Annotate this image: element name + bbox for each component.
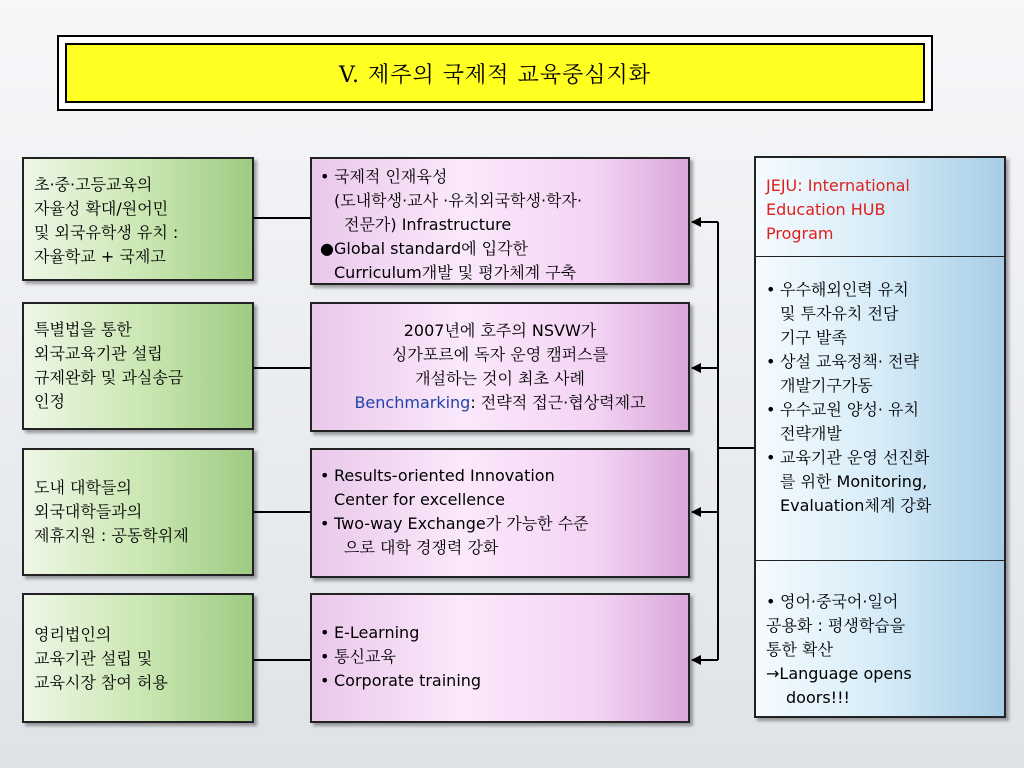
- middle-box-4-item: 통신교육: [334, 647, 396, 666]
- section2-text: 상설 교육정책· 전략: [780, 352, 919, 371]
- left-box-1-line: 초·중·고등교육의: [34, 175, 153, 194]
- bullet: •: [766, 448, 776, 467]
- middle-box-2-text: 싱가포르에 독자 운영 캠퍼스를: [391, 345, 609, 364]
- section2-text: 전략개발: [780, 424, 842, 443]
- header-line: Program: [766, 224, 834, 243]
- middle-box-2-text: : 전략적 접근·협상력제고: [470, 393, 646, 412]
- section2-text: 기구 발족: [780, 328, 847, 347]
- panel-divider: [756, 560, 1004, 561]
- arrow-right-icon: →: [766, 664, 780, 683]
- left-box-1-line: 자율성 확대/원어민: [34, 199, 169, 218]
- middle-box-1: [310, 157, 690, 285]
- left-box-3: [22, 448, 254, 576]
- left-box-1-line: 및 외국유학생 유치 :: [34, 223, 179, 242]
- bullet: •: [320, 167, 330, 186]
- left-box-2: [22, 302, 254, 430]
- middle-box-3-text: 으로 대학 경쟁력 강화: [344, 538, 499, 557]
- middle-box-2-text: 2007년에 호주의 NSVW가: [403, 321, 597, 340]
- left-box-3-line: 제휴지원 : 공동학위제: [34, 526, 189, 545]
- section3-text: 영어·중국어·일어: [780, 592, 899, 611]
- middle-box-3: [310, 448, 690, 578]
- middle-box-1-text: 국제적 인재육성: [334, 167, 448, 186]
- section2-text: 를 위한 Monitoring,: [780, 472, 928, 491]
- left-box-2-line: 규제완화 및 과실송금: [34, 368, 184, 387]
- left-box-2-line: 특별법을 통한: [34, 320, 132, 339]
- right-panel-section-2: [756, 274, 1004, 522]
- bullet: •: [766, 280, 776, 299]
- middle-box-3-text: Results-oriented Innovation: [334, 466, 555, 485]
- left-box-1-line: 자율학교 + 국제고: [34, 247, 166, 266]
- middle-box-4-item: Corporate training: [334, 671, 482, 690]
- right-panel-section-3: [756, 586, 1004, 714]
- benchmarking-keyword: Benchmarking: [354, 393, 471, 412]
- middle-box-3-text: Two-way Exchange가 가능한 수준: [334, 514, 589, 533]
- left-box-1: [22, 157, 254, 281]
- section2-text: 및 투자유치 전담: [780, 304, 899, 323]
- section2-text: 우수교원 양성· 유치: [780, 400, 919, 419]
- section3-text: doors!!!: [786, 688, 850, 707]
- section2-text: 우수해외인력 유치: [780, 280, 909, 299]
- bullet: •: [320, 514, 330, 533]
- middle-box-1-text: (도내학생·교사 ·유치외국학생·학자·: [334, 191, 583, 210]
- bullet: •: [320, 647, 330, 666]
- left-box-2-line: 외국교육기관 설립: [34, 344, 163, 363]
- section2-text: 교육기관 운영 선진화: [780, 448, 930, 467]
- middle-box-1-text: 전문가) Infrastructure: [344, 215, 512, 234]
- middle-box-3-text: Center for excellence: [334, 490, 505, 509]
- left-box-4: [22, 593, 254, 723]
- right-panel-header: [756, 170, 1004, 250]
- header-line: JEJU: International: [766, 176, 910, 195]
- middle-box-4-item: E-Learning: [334, 623, 420, 642]
- middle-box-2: [310, 302, 690, 432]
- left-box-2-line: 인정: [34, 392, 65, 411]
- panel-divider: [756, 256, 1004, 257]
- left-box-3-line: 외국대학들과의: [34, 502, 143, 521]
- bullet: •: [320, 671, 330, 690]
- bullet: •: [766, 352, 776, 371]
- left-box-3-line: 도내 대학들의: [34, 478, 132, 497]
- bullet: ●: [320, 239, 334, 258]
- section3-text: 공용화 : 평생학습을: [766, 616, 906, 635]
- bullet: •: [320, 623, 330, 642]
- section3-text: Language opens: [779, 664, 912, 683]
- page-title: V. 제주의 국제적 교육중심지화: [338, 62, 652, 88]
- middle-box-1-text: Curriculum개발 및 평가체계 구축: [334, 263, 577, 282]
- right-panel: [754, 156, 1006, 718]
- header-line: Education HUB: [766, 200, 886, 219]
- left-box-4-line: 교육기관 설립 및: [34, 649, 153, 668]
- left-box-4-line: 교육시장 참여 허용: [34, 673, 168, 692]
- left-box-4-line: 영리법인의: [34, 625, 112, 644]
- bullet: •: [320, 466, 330, 485]
- middle-box-4: [310, 593, 690, 723]
- section2-text: Evaluation체계 강화: [780, 496, 932, 515]
- section3-text: 통한 확산: [766, 640, 833, 659]
- section2-text: 개발기구가동: [780, 376, 873, 395]
- bullet: •: [766, 592, 776, 611]
- bullet: •: [766, 400, 776, 419]
- middle-box-2-text: 개설하는 것이 최초 사례: [415, 369, 585, 388]
- middle-box-1-text: Global standard에 입각한: [334, 239, 529, 258]
